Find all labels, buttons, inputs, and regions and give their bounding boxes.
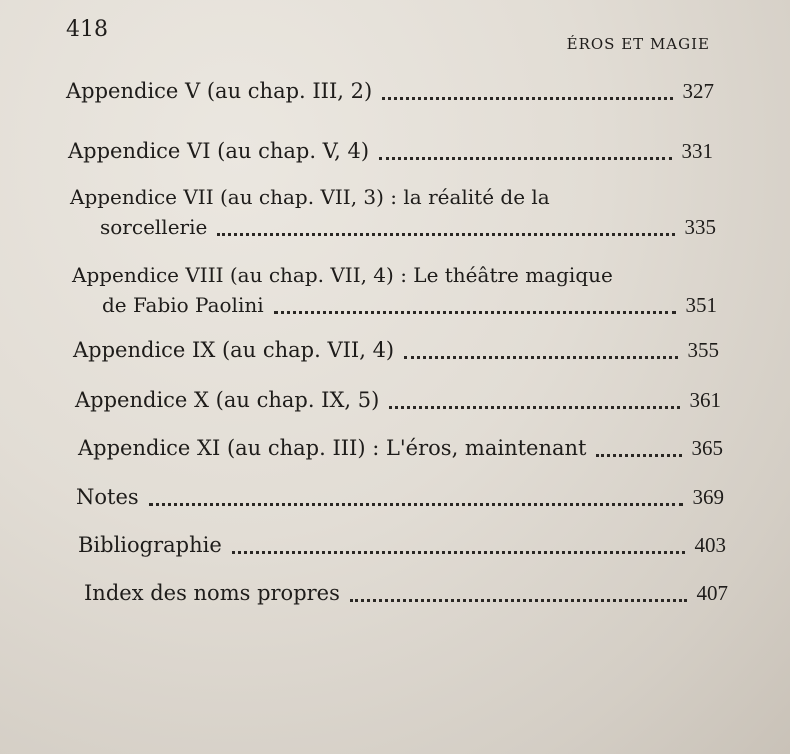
toc-entry-label: Appendice VII (au chap. VII, 3) : la réalité de la (70, 185, 550, 209)
leader-dots (217, 233, 674, 236)
page-number: 418 (66, 17, 108, 42)
toc-entry-label-continued: de Fabio Paolini (102, 293, 264, 318)
toc-entry-page: 335 (684, 215, 716, 239)
toc-entry-page: 361 (689, 388, 721, 412)
running-head: ÉROS ET MAGIE (566, 35, 710, 53)
toc-entry-page: 407 (696, 581, 728, 605)
toc-entry (78, 433, 723, 463)
toc-entry-page: 331 (681, 139, 713, 163)
leader-dots (274, 311, 676, 314)
leader-dots (379, 157, 671, 160)
leader-dots (149, 503, 683, 506)
toc-entry-label: Appendice X (au chap. IX, 5) (75, 388, 380, 412)
toc-entry (70, 183, 716, 242)
toc-entry-label: Appendice XI (au chap. III) : L'éros, maintenant (78, 436, 587, 460)
toc-entry-page: 365 (691, 436, 723, 460)
toc-entry (72, 261, 717, 320)
toc-entry-label: Bibliographie (78, 533, 222, 557)
toc-entry-page: 351 (685, 293, 717, 317)
leader-dots (389, 406, 679, 409)
toc-entry-label: Notes (76, 485, 139, 509)
toc-entry-label: Appendice VIII (au chap. VII, 4) : Le théâtre magique (72, 263, 613, 287)
leader-dots (350, 599, 687, 602)
toc-entry (66, 76, 714, 106)
toc-entry-label: Appendice VI (au chap. V, 4) (68, 139, 370, 163)
toc-entry (73, 335, 719, 365)
leader-dots (596, 454, 681, 457)
toc-entry-label-continued: sorcellerie (100, 215, 208, 240)
leader-dots (404, 356, 677, 359)
toc-entry (75, 385, 721, 415)
toc-entry-label: Appendice V (au chap. III, 2) (66, 79, 373, 103)
leader-dots (232, 551, 685, 554)
toc-entry-page: 369 (692, 485, 724, 509)
toc-entry-page: 355 (687, 338, 719, 362)
toc-entry-label: Index des noms propres (84, 581, 340, 605)
toc-entry-label: Appendice IX (au chap. VII, 4) (73, 338, 395, 362)
toc-entry (76, 482, 724, 512)
toc-entry (78, 530, 726, 560)
leader-dots (382, 97, 672, 100)
toc-entry (84, 578, 728, 608)
toc-entry-page: 403 (694, 533, 726, 557)
toc-entry-page: 327 (682, 79, 714, 103)
toc-entry (68, 136, 713, 166)
